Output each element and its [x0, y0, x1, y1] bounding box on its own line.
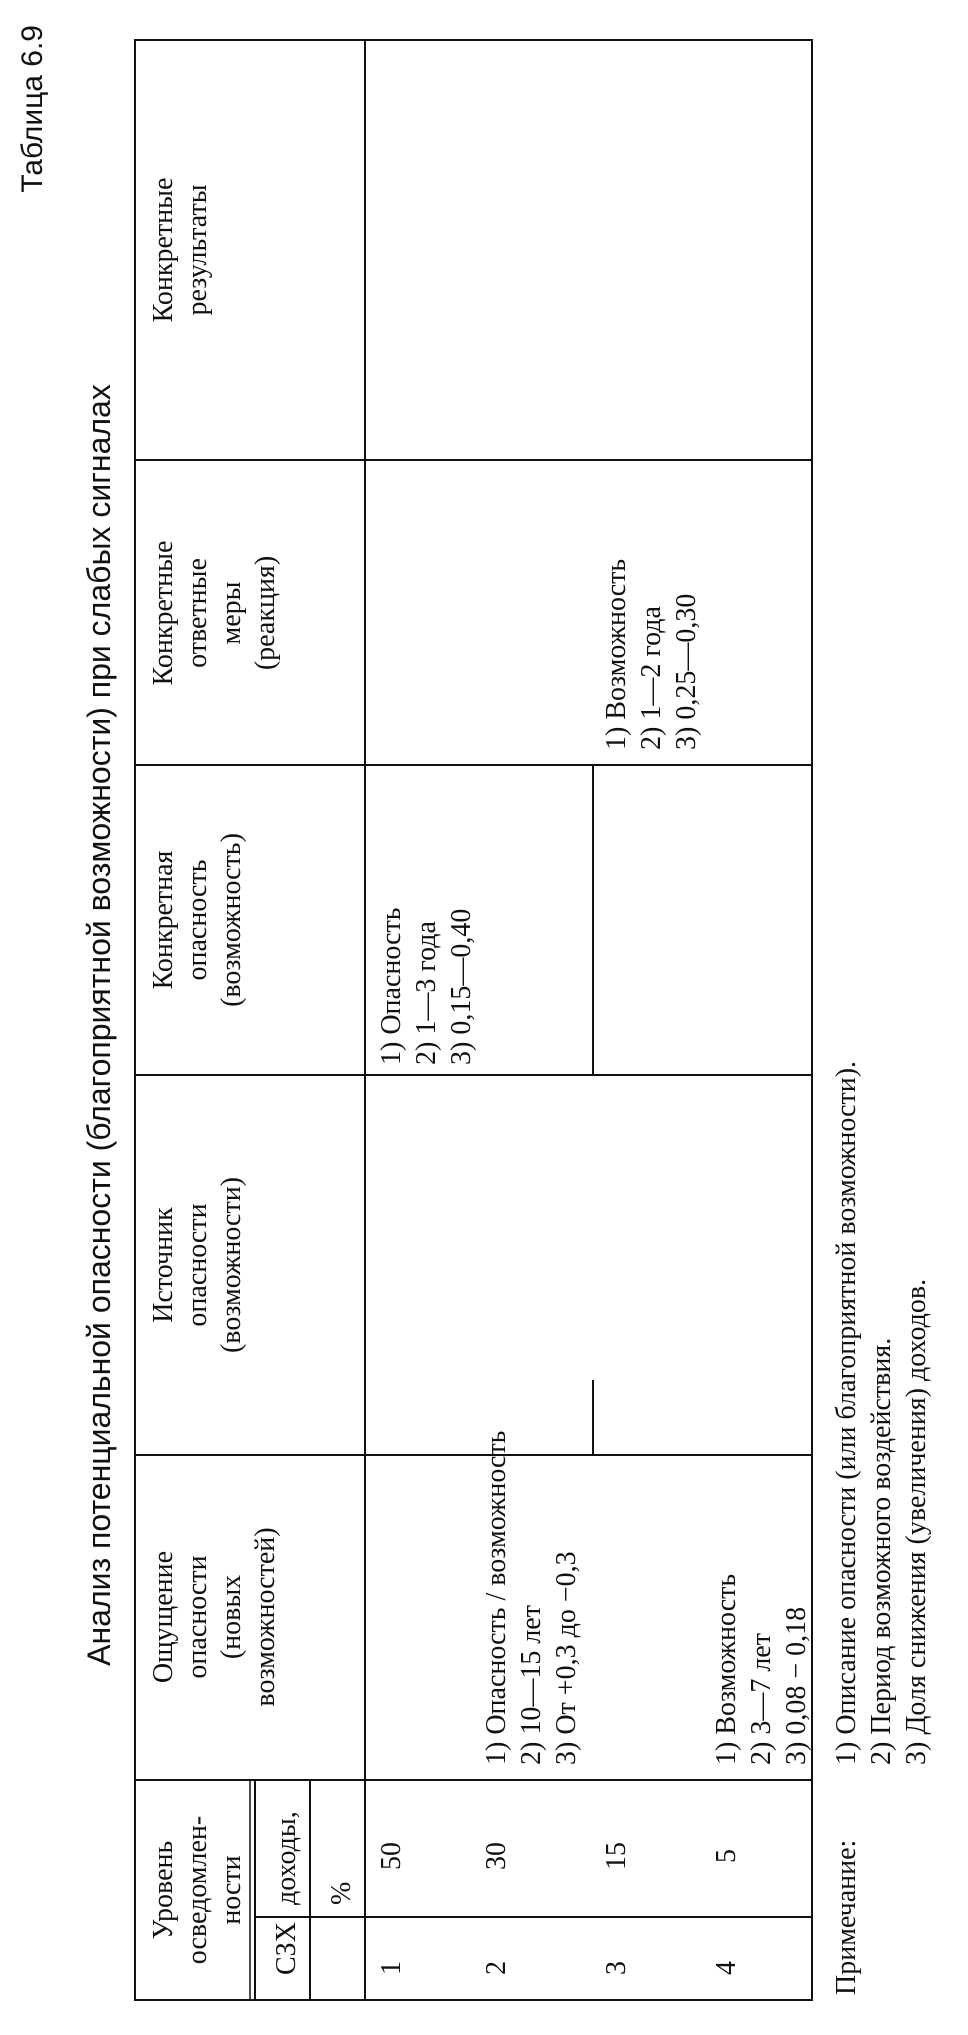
cell-concrete-row-1-line-1: 1) Опасность: [376, 907, 407, 1065]
row-4: [711, 1849, 742, 1975]
table-title: Анализ потенциальной опасности (благоприятной возможности) при слабых сигналах: [81, 384, 117, 1666]
row-2-szh: 2: [481, 1961, 512, 1975]
header-sense-line-3: (новых: [216, 1574, 247, 1660]
header-szh: СЗХ: [271, 1922, 302, 1975]
header-measures-line-2: ответные: [182, 558, 213, 668]
row-1-szh: 1: [376, 1961, 407, 1975]
header-concrete-line-3: (возможность): [216, 833, 247, 1007]
header-sense: [148, 1527, 281, 1706]
header-sense-line-2: опасности: [182, 1555, 213, 1679]
cell-sense-row-2-line-1: 1) Опасность / возможность: [481, 1430, 512, 1765]
cell-concrete-row-1-line-3: 3) 0,15—0,40: [446, 908, 477, 1065]
cell-sense-row-4-line-1: 1) Возможность: [711, 1573, 742, 1765]
cell-sense-row-4-line-3: 3) 0,08 − 0,18: [781, 1606, 812, 1765]
row-2-income: 30: [481, 1842, 512, 1870]
note-line-1: 1) Описание опасности (или благоприятной возможности).: [831, 1060, 862, 1765]
row-3-income: 15: [601, 1842, 632, 1870]
cell-measures-row-3-line-2: 2) 1—2 года: [636, 606, 667, 750]
table-note: [831, 1061, 932, 1995]
cell-measures-row-3: [601, 559, 702, 750]
header-level: [148, 1816, 247, 1964]
header-results: [148, 178, 213, 323]
row-1-income: 50: [376, 1842, 407, 1870]
header-source-line-2: опасности: [182, 1203, 213, 1327]
cell-sense-row-2: [481, 1431, 582, 1765]
table-number: Таблица 6.9: [16, 25, 49, 193]
header-sense-line-1: Ощущение: [148, 1550, 179, 1684]
header-measures-line-3: меры: [216, 581, 247, 645]
note-line-3: 3) Доля снижения (увеличения) доходов.: [901, 1278, 932, 1765]
row-3: [601, 1842, 632, 1975]
header-measures-line-4: (реакция): [250, 555, 281, 671]
cell-sense-row-4: [711, 1574, 812, 1765]
cell-sense-row-2-line-2: 2) 10—15 лет: [516, 1605, 547, 1765]
row-1: [376, 1842, 407, 1975]
header-source: [148, 1177, 247, 1353]
note-label: Примечание:: [831, 1839, 862, 1995]
cell-measures-row-3-line-1: 1) Возможность: [601, 558, 632, 750]
header-level-line-1: Уровень: [148, 1840, 179, 1940]
cell-measures-row-3-line-3: 3) 0,25—0,30: [671, 593, 702, 750]
cell-concrete-row-1: [376, 908, 477, 1066]
cell-sense-row-2-line-3: 3) От +0,3 до −0,3: [551, 1551, 582, 1765]
header-concrete: [148, 833, 247, 1007]
header-sense-line-4: возможностей): [250, 1527, 281, 1707]
header-results-line-1: Конкретные: [148, 177, 179, 323]
header-results-line-2: результаты: [182, 184, 213, 316]
header-source-line-1: Источник: [148, 1207, 179, 1323]
cell-concrete-row-1-line-2: 2) 1—3 года: [411, 921, 442, 1065]
header-concrete-line-2: опасность: [182, 859, 213, 981]
header-measures-line-1: Конкретные: [148, 540, 179, 686]
row-4-szh: 4: [711, 1961, 742, 1975]
header-source-line-3: (возможности): [216, 1176, 247, 1354]
header-level-line-3: ности: [216, 1855, 247, 1925]
note-line-2: 2) Период возможного воздействия.: [866, 1337, 897, 1765]
row-3-szh: 3: [601, 1961, 632, 1975]
header-income-line-1: доходы,: [271, 1811, 302, 1905]
header-level-line-2: осведомлен-: [182, 1815, 213, 1965]
header-income-line-2: %: [326, 1881, 357, 1905]
header-concrete-line-1: Конкретная: [148, 850, 179, 990]
row-2: [481, 1842, 512, 1975]
cell-sense-row-4-line-2: 2) 3—7 лет: [746, 1633, 777, 1765]
header-measures: [148, 541, 281, 686]
row-4-income: 5: [711, 1849, 742, 1863]
